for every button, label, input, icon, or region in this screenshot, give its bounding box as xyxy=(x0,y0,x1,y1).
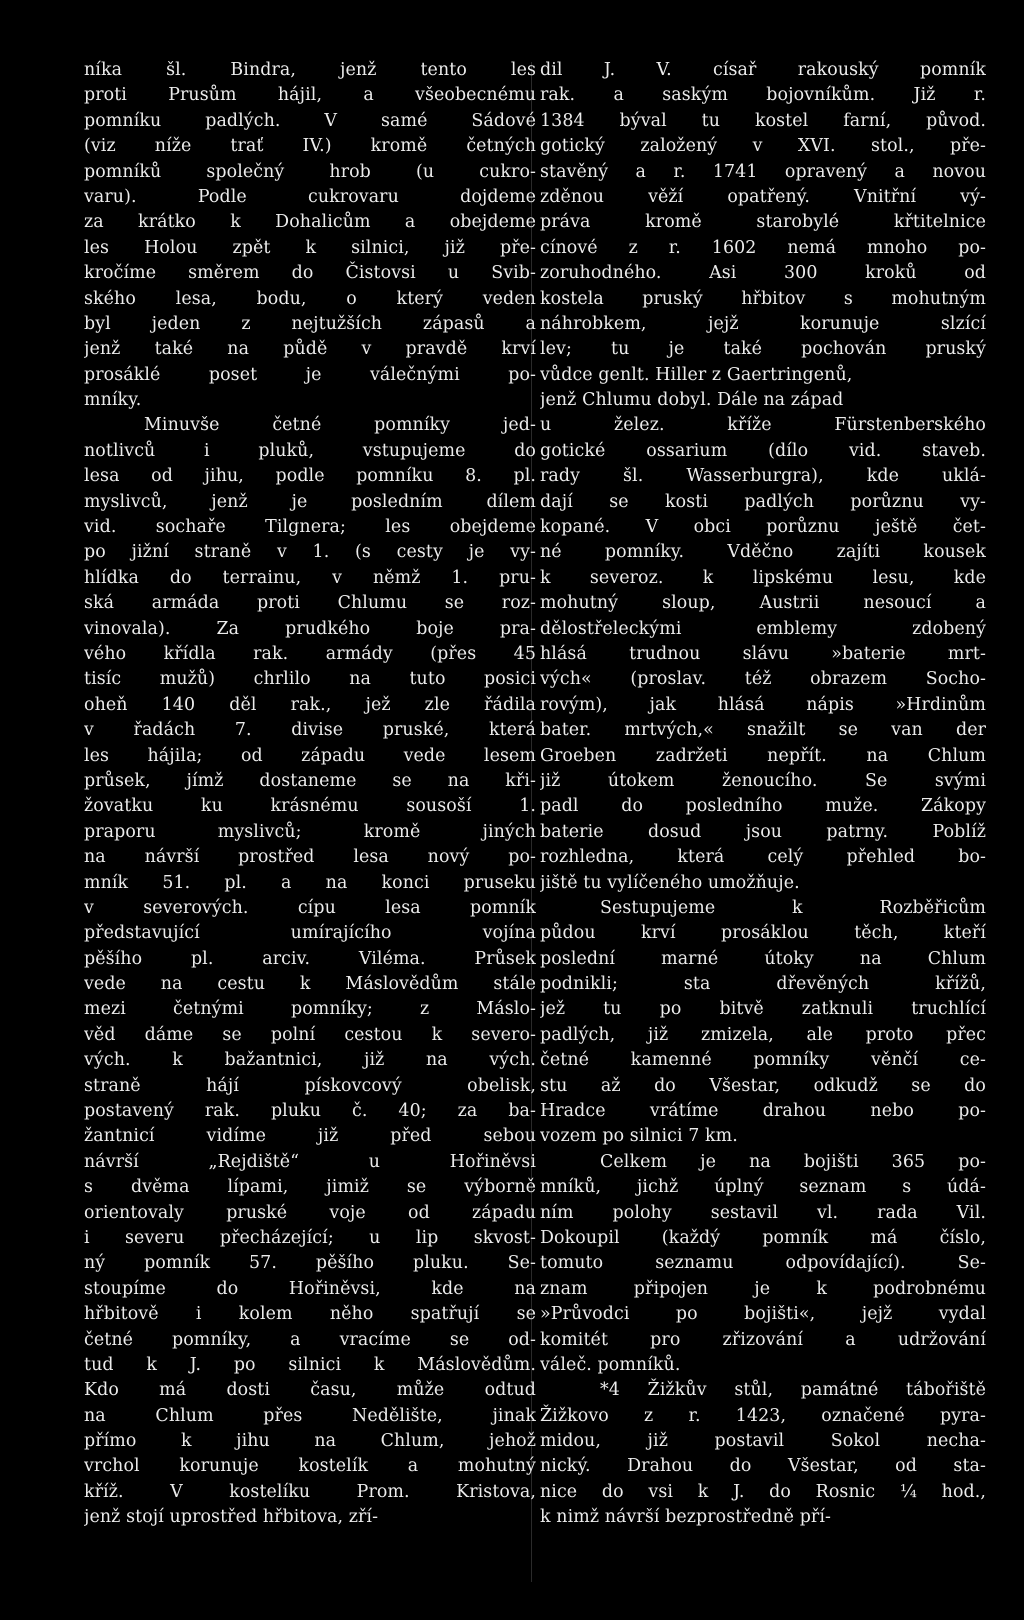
right-column-line: již útokem ženoucího. Se svými xyxy=(540,770,986,791)
left-column-line: oheň 140 děl rak., jež zle řádila xyxy=(84,694,536,715)
left-column xyxy=(84,58,536,1531)
right-column-line: vých« (proslav. též obrazem Socho- xyxy=(540,669,986,690)
right-column-line: stavěný a r. 1741 opravený a novou xyxy=(540,161,986,182)
left-column-line: návrší „Rejdiště“ u Hořiněvsi xyxy=(84,1151,536,1172)
left-column-line: praporu myslivců; kromě jiných xyxy=(84,821,536,842)
right-column-line: četné kamenné pomníky věnčí ce- xyxy=(540,1050,986,1071)
left-column-line: jenž také na půdě v pravdě krví xyxy=(84,339,536,360)
left-column-line: postavený rak. pluku č. 40; za ba- xyxy=(84,1101,536,1122)
left-column-line: pěšího pl. arciv. Viléma. Průsek xyxy=(84,948,536,969)
left-column-line: proti Prusům hájil, a všeobecnému xyxy=(84,85,536,106)
right-column-line: zděnou věží opatřený. Vnitřní vý- xyxy=(540,186,986,207)
left-column-line: četné pomníky, a vracíme se od- xyxy=(84,1329,536,1350)
left-column-line: za krátko k Dohalicům a obejdeme xyxy=(84,212,536,233)
left-column-line: byl jeden z nejtužších zápasů a xyxy=(84,313,536,334)
left-column-line: varu). Podle cukrovaru dojdeme xyxy=(84,186,536,207)
left-column-line: vid. sochaře Tilgnera; les obejdeme xyxy=(84,517,536,538)
left-column-line: straně hájí pískovcový obelisk, xyxy=(84,1075,536,1096)
right-column-line: né pomníky. Vděčno zajíti kousek xyxy=(540,542,986,563)
left-column-line: myslivců, jenž je posledním dílem xyxy=(84,491,536,512)
right-column-line: rovým), jak hlásá nápis »Hrdinům xyxy=(540,694,986,715)
left-column-line: žovatku ku krásnému sousoší 1. xyxy=(84,796,536,817)
right-column-line: dělostřeleckými emblemy zdobený xyxy=(540,618,986,639)
right-column-line: *4 Žižkův stůl, památné tábořiště xyxy=(600,1380,986,1401)
right-column-line: gotické ossarium (dílo vid. staveb. xyxy=(540,440,986,461)
left-column-line: vého křídla rak. armády (přes 45 xyxy=(84,643,536,664)
right-column-line: jiště tu vylíčeného umožňuje. xyxy=(540,872,800,893)
right-column-line: »Průvodci po bojišti«, jejž vydal xyxy=(540,1304,986,1325)
left-column-line: na návrší prostřed lesa nový po- xyxy=(84,847,536,868)
right-column-line: Sestupujeme k Rozběřicům xyxy=(600,897,986,918)
right-column-line: bater. mrtvých,« snažilt se van der xyxy=(540,720,986,741)
right-column-line: kopané. V obci porůznu ještě čet- xyxy=(540,517,986,538)
right-column-line: hlásá trudnou slávu »baterie mrt- xyxy=(540,643,986,664)
left-column-line: prosáklé poset je válečnými po- xyxy=(84,364,536,385)
right-column-line: rak. a saským bojovníkům. Již r. xyxy=(540,85,986,106)
right-column-line: u želez. kříže Fürstenberského xyxy=(540,415,986,436)
left-column-line: pomníku padlých. V samé Sádové xyxy=(84,110,536,131)
right-column-line: náhrobkem, jejž korunuje slzící xyxy=(540,313,986,334)
left-column-line: vinovala). Za prudkého boje pra- xyxy=(84,618,536,639)
right-column-line: 1384 býval tu kostel farní, původ. xyxy=(540,110,986,131)
left-column-line: stoupíme do Hořiněvsi, kde na xyxy=(84,1278,536,1299)
left-column-line: vých. k bažantnici, již na vých. xyxy=(84,1050,536,1071)
right-column-line: nický. Drahou do Všestar, od sta- xyxy=(540,1456,986,1477)
right-column-line: cínové z r. 1602 nemá mnoho po- xyxy=(540,237,986,258)
right-column-line: k severoz. k lipskému lesu, kde xyxy=(540,567,986,588)
left-column-line: les Holou zpět k silnici, již pře- xyxy=(84,237,536,258)
right-column-line: stu až do Všestar, odkudž se do xyxy=(540,1075,986,1096)
left-column-line: Minuvše četné pomníky jed- xyxy=(144,415,536,436)
left-column-line: na Chlum přes Nedělište, jinak xyxy=(84,1405,536,1426)
left-column-line: přímo k jihu na Chlum, jehož xyxy=(84,1431,536,1452)
right-column-line: Hradce vrátíme drahou nebo po- xyxy=(540,1101,986,1122)
right-column-line: rozhledna, která celý přehled bo- xyxy=(540,847,986,868)
right-column-line: Groeben zadržeti nepřít. na Chlum xyxy=(540,745,986,766)
right-column-line: dil J. V. císař rakouský pomník xyxy=(540,60,986,80)
right-column-line: znam připojen je k podrobnému xyxy=(540,1278,986,1299)
left-column-line: tisíc mužů) chrlilo na tuto posici xyxy=(84,669,536,690)
left-column-line: kročíme směrem do Čistovsi u Svib- xyxy=(84,263,536,284)
right-column-line: ním polohy sestavil vl. rada Vil. xyxy=(540,1202,986,1223)
left-column-line: vede na cestu k Máslovědům stále xyxy=(84,974,536,995)
right-column-line: padlých, již zmizela, ale proto přec xyxy=(540,1024,986,1045)
right-column-line: lev; tu je také pochován pruský xyxy=(540,339,986,360)
left-column-line: věd dáme se polní cestou k severo- xyxy=(84,1024,536,1045)
right-column-line: vozem po silnici 7 km. xyxy=(540,1126,738,1147)
right-column-line: poslední marné útoky na Chlum xyxy=(540,948,986,969)
right-column-line: Celkem je na bojišti 365 po- xyxy=(600,1151,986,1172)
left-column-line: mník 51. pl. a na konci pruseku xyxy=(84,872,536,893)
left-column-line: ný pomník 57. pěšího pluku. Se- xyxy=(84,1253,536,1274)
right-column-line: tomuto seznamu odpovídající). Se- xyxy=(540,1253,986,1274)
right-column-line: podnikli; sta dřevěných křížů, xyxy=(540,974,986,995)
right-column xyxy=(540,58,986,1531)
left-column-line: les hájila; od západu vede lesem xyxy=(84,745,536,766)
right-column-line: práva kromě starobylé křtitelnice xyxy=(540,212,986,233)
right-column-line: zoruhodného. Asi 300 kroků od xyxy=(540,263,986,284)
right-column-line: padl do posledního muže. Zákopy xyxy=(540,796,986,817)
left-column-line: vrchol korunuje kostelík a mohutný xyxy=(84,1456,536,1477)
right-column-line: jež tu po bitvě zatknuli truchlící xyxy=(540,999,986,1020)
left-column-line: žantnicí vidíme již před sebou xyxy=(84,1126,536,1147)
left-column-line: průsek, jímž dostaneme se na kři- xyxy=(84,770,536,791)
left-column-line: pomníků společný hrob (u cukro- xyxy=(84,161,536,182)
right-column-line: půdou krví prosáklou těch, kteří xyxy=(540,923,986,944)
right-column-line: Dokoupil (každý pomník má číslo, xyxy=(540,1227,986,1248)
left-column-line: s dvěma lípami, jimiž se výborně xyxy=(84,1177,536,1198)
right-column-line: vůdce genlt. Hiller z Gaertringenů, xyxy=(540,364,853,385)
right-column-line: kostela pruský hřbitov s mohutným xyxy=(540,288,986,309)
right-column-line: midou, již postavil Sokol necha- xyxy=(540,1431,986,1452)
right-column-line: dají se kosti padlých porůznu vy- xyxy=(540,491,986,512)
right-column-line: komitét pro zřizování a udržování xyxy=(540,1329,986,1350)
left-column-line: kříž. V kostelíku Prom. Kristova, xyxy=(84,1481,536,1502)
left-column-line: (viz níže trať IV.) kromě četných xyxy=(84,136,536,157)
right-column-line: nice do vsi k J. do Rosnic ¼ hod., xyxy=(540,1481,986,1502)
left-column-line: představující umírajícího vojína xyxy=(84,923,536,944)
left-column-line: hlídka do terrainu, v němž 1. pru- xyxy=(84,567,536,588)
left-column-line: mníky. xyxy=(84,390,142,411)
right-column-line: mníků, jichž úplný seznam s údá- xyxy=(540,1177,986,1198)
left-column-line: i severu přecházející; u lip skvost- xyxy=(84,1227,536,1248)
left-column-line: v severových. cípu lesa pomník xyxy=(84,897,536,918)
right-column-line: váleč. pomníků. xyxy=(540,1354,681,1375)
left-column-line: Kdo má dosti času, může odtud xyxy=(84,1380,536,1401)
left-column-line: lesa od jihu, podle pomníku 8. pl. xyxy=(84,466,536,487)
left-column-line: orientovaly pruské voje od západu xyxy=(84,1202,536,1223)
left-column-line: po jižní straně v 1. (s cesty je vy- xyxy=(84,542,536,563)
right-column-line: mohutný sloup, Austrii nesoucí a xyxy=(540,593,986,614)
left-column-line: hřbitově i kolem něho spatřují se xyxy=(84,1304,536,1325)
right-column-line: baterie dosud jsou patrny. Poblíž xyxy=(540,821,986,842)
right-column-line: jenž Chlumu dobyl. Dále na západ xyxy=(540,390,844,411)
left-column-line: níka šl. Bindra, jenž tento les xyxy=(84,60,536,80)
right-column-line: Žižkovo z r. 1423, označené pyra- xyxy=(540,1405,986,1426)
left-column-line: mezi četnými pomníky; z Máslo- xyxy=(84,999,536,1020)
left-column-line: jenž stojí uprostřed hřbitova, zří- xyxy=(84,1507,379,1528)
right-column-line: k nimž návrší bezprostředně pří- xyxy=(540,1507,831,1528)
left-column-line: v řadách 7. divise pruské, která xyxy=(84,720,536,741)
left-column-line: ská armáda proti Chlumu se roz- xyxy=(84,593,536,614)
left-column-line: notlivců i pluků, vstupujeme do xyxy=(84,440,536,461)
right-column-line: gotický založený v XVI. stol., pře- xyxy=(540,136,986,157)
right-column-line: rady šl. Wasserburgra), kde uklá- xyxy=(540,466,986,487)
left-column-line: tud k J. po silnici k Máslovědům. xyxy=(84,1354,536,1375)
left-column-line: ského lesa, bodu, o který veden xyxy=(84,288,536,309)
